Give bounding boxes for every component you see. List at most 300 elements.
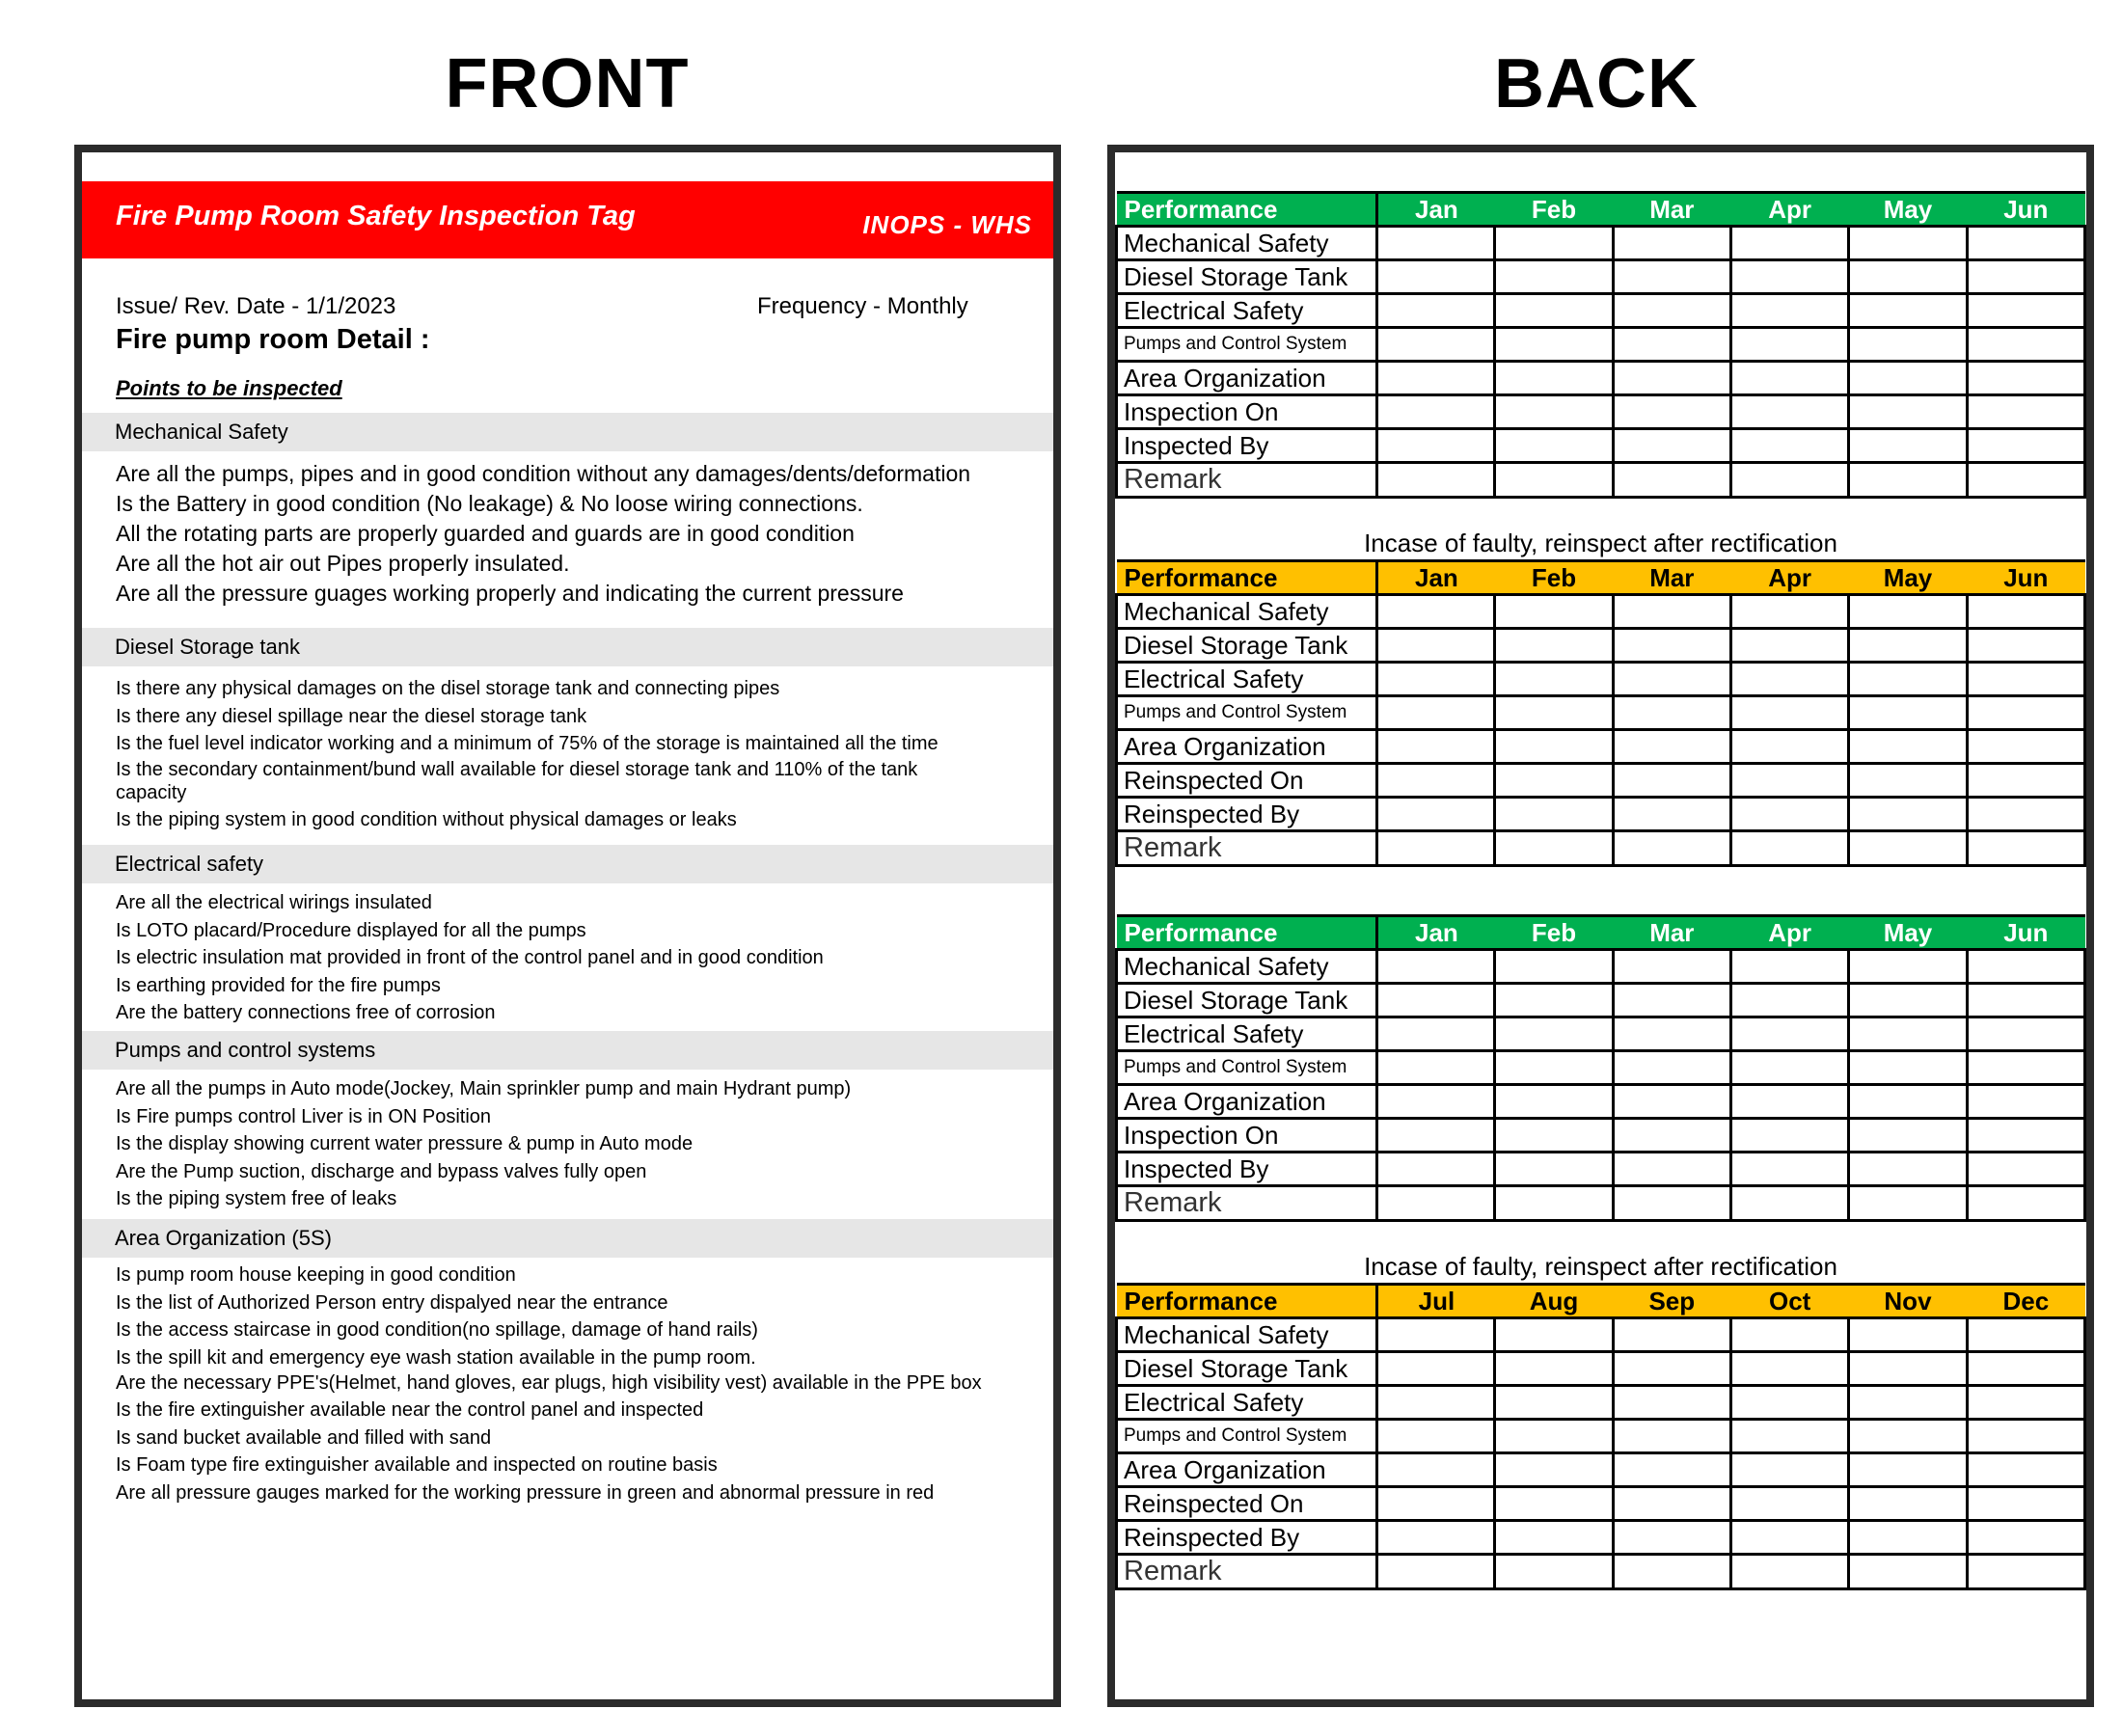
record-cell[interactable] (1613, 1017, 1730, 1051)
record-cell[interactable] (1495, 1318, 1613, 1352)
checklist-item: All the rotating parts are properly guarded and guards are in good condition (116, 521, 855, 546)
record-cell[interactable] (1377, 1420, 1495, 1453)
record-cell[interactable] (1377, 227, 1495, 260)
record-cell[interactable] (1730, 730, 1848, 764)
month-header: Oct (1730, 1285, 1848, 1318)
record-cell[interactable] (1849, 1119, 1967, 1153)
record-cell[interactable] (1849, 1555, 1967, 1589)
record-cell[interactable] (1377, 1487, 1495, 1521)
record-cell[interactable] (1967, 1420, 2084, 1453)
record-cell[interactable] (1967, 663, 2084, 696)
record-cell[interactable] (1849, 1453, 1967, 1487)
record-cell[interactable] (1377, 328, 1495, 362)
record-cell[interactable] (1613, 227, 1730, 260)
performance-header: Performance (1117, 561, 1377, 595)
record-cell[interactable] (1613, 1318, 1730, 1352)
record-cell[interactable] (1849, 1085, 1967, 1119)
record-cell[interactable] (1613, 798, 1730, 831)
record-cell[interactable] (1967, 764, 2084, 798)
record-cell[interactable] (1730, 1352, 1848, 1386)
record-cell[interactable] (1613, 663, 1730, 696)
row-label: Mechanical Safety (1117, 227, 1377, 260)
record-cell[interactable] (1730, 950, 1848, 984)
record-cell[interactable] (1377, 260, 1495, 294)
record-cell[interactable] (1495, 764, 1613, 798)
record-cell[interactable] (1849, 629, 1967, 663)
month-header: May (1849, 916, 1967, 950)
checklist-item: Is LOTO placard/Procedure displayed for all the pumps (116, 919, 586, 941)
table-row (1117, 950, 2085, 984)
section-header: Area Organization (5S) (82, 1219, 1053, 1258)
month-header: Jun (1967, 193, 2084, 227)
record-cell[interactable] (1967, 1186, 2084, 1221)
record-cell[interactable] (1967, 227, 2084, 260)
checklist-item: Is there any diesel spillage near the diesel storage tank (116, 705, 587, 727)
record-cell[interactable] (1849, 1420, 1967, 1453)
record-cell[interactable] (1730, 984, 1848, 1017)
record-cell[interactable] (1849, 696, 1967, 730)
record-cell[interactable] (1967, 429, 2084, 463)
record-cell[interactable] (1730, 831, 1848, 866)
record-cell[interactable] (1967, 1487, 2084, 1521)
record-cell[interactable] (1849, 1017, 1967, 1051)
table-row (1117, 463, 2085, 498)
section-header: Diesel Storage tank (82, 628, 1053, 666)
record-cell[interactable] (1495, 362, 1613, 395)
row-label: Diesel Storage Tank (1117, 1352, 1377, 1386)
record-cell[interactable] (1613, 950, 1730, 984)
record-cell[interactable] (1613, 1386, 1730, 1420)
record-cell[interactable] (1377, 362, 1495, 395)
row-label: Electrical Safety (1117, 1017, 1377, 1051)
inspection-record-table (1115, 191, 2086, 499)
faulty-reinspect-note: Incase of faulty, reinspect after rectification (1364, 1252, 1837, 1281)
table-row (1117, 984, 2085, 1017)
record-cell[interactable] (1967, 328, 2084, 362)
checklist-item: Is electric insulation mat provided in front of the control panel and in good condition (116, 947, 824, 968)
checklist-item: Are the battery connections free of corrosion (116, 1002, 496, 1023)
checklist-item: Is Fire pumps control Liver is in ON Position (116, 1105, 492, 1127)
month-header: Jul (1377, 1285, 1495, 1318)
record-cell[interactable] (1377, 1555, 1495, 1589)
month-header: Feb (1495, 561, 1613, 595)
table-header-row (1117, 916, 2085, 950)
checklist-item: Is the spill kit and emergency eye wash station available in the pump room. (116, 1346, 756, 1369)
record-cell[interactable] (1495, 1119, 1613, 1153)
record-cell[interactable] (1849, 1051, 1967, 1085)
record-cell[interactable] (1377, 984, 1495, 1017)
record-cell[interactable] (1495, 730, 1613, 764)
month-header: May (1849, 193, 1967, 227)
record-cell[interactable] (1495, 950, 1613, 984)
table-row (1117, 663, 2085, 696)
record-cell[interactable] (1730, 362, 1848, 395)
record-cell[interactable] (1613, 1051, 1730, 1085)
record-cell[interactable] (1495, 1555, 1613, 1589)
record-cell[interactable] (1849, 730, 1967, 764)
row-label: Inspected By (1117, 1153, 1377, 1186)
row-label: Diesel Storage Tank (1117, 260, 1377, 294)
section-pumps-and-control-systems (82, 1031, 1053, 1213)
record-cell[interactable] (1967, 1318, 2084, 1352)
record-cell[interactable] (1495, 1521, 1613, 1555)
table-row (1117, 1521, 2085, 1555)
record-cell[interactable] (1849, 984, 1967, 1017)
record-cell[interactable] (1377, 463, 1495, 498)
checklist-item: Is the piping system in good condition without physical damages or leaks (116, 808, 737, 830)
record-cell[interactable] (1495, 696, 1613, 730)
section-mechanical-safety (82, 413, 1053, 609)
month-header: Mar (1613, 561, 1730, 595)
record-cell[interactable] (1495, 1017, 1613, 1051)
row-label: Reinspected On (1117, 1487, 1377, 1521)
row-label: Reinspected By (1117, 1521, 1377, 1555)
row-label: Inspection On (1117, 1119, 1377, 1153)
record-cell[interactable] (1613, 1153, 1730, 1186)
row-label: Pumps and Control System (1117, 1051, 1377, 1085)
record-cell[interactable] (1495, 294, 1613, 328)
record-cell[interactable] (1849, 1153, 1967, 1186)
record-cell[interactable] (1849, 950, 1967, 984)
record-cell[interactable] (1967, 294, 2084, 328)
record-cell[interactable] (1613, 1487, 1730, 1521)
record-cell[interactable] (1849, 328, 1967, 362)
row-label: Remark (1117, 1186, 1377, 1221)
record-cell[interactable] (1730, 1453, 1848, 1487)
record-cell[interactable] (1377, 429, 1495, 463)
record-cell[interactable] (1849, 1318, 1967, 1352)
record-cell[interactable] (1967, 831, 2084, 866)
month-header: Jan (1377, 916, 1495, 950)
record-cell[interactable] (1849, 1386, 1967, 1420)
record-cell[interactable] (1730, 764, 1848, 798)
record-cell[interactable] (1377, 1318, 1495, 1352)
record-cell[interactable] (1495, 629, 1613, 663)
month-header: Sep (1613, 1285, 1730, 1318)
record-cell[interactable] (1495, 984, 1613, 1017)
table-row (1117, 227, 2085, 260)
record-cell[interactable] (1377, 1352, 1495, 1386)
record-cell[interactable] (1730, 328, 1848, 362)
record-cell[interactable] (1849, 595, 1967, 629)
record-cell[interactable] (1967, 1017, 2084, 1051)
record-cell[interactable] (1730, 227, 1848, 260)
front-heading: FRONT (445, 45, 690, 122)
month-header: Feb (1495, 916, 1613, 950)
record-cell[interactable] (1967, 1153, 2084, 1186)
record-cell[interactable] (1967, 595, 2084, 629)
checklist-item: Is sand bucket available and filled with sand (116, 1426, 492, 1449)
record-cell[interactable] (1377, 1386, 1495, 1420)
record-cell[interactable] (1730, 663, 1848, 696)
record-cell[interactable] (1495, 1487, 1613, 1521)
record-cell[interactable] (1495, 429, 1613, 463)
table-row (1117, 764, 2085, 798)
record-cell[interactable] (1377, 595, 1495, 629)
record-cell[interactable] (1495, 1051, 1613, 1085)
record-cell[interactable] (1613, 294, 1730, 328)
record-cell[interactable] (1967, 1386, 2084, 1420)
record-cell[interactable] (1613, 1186, 1730, 1221)
record-cell[interactable] (1495, 1085, 1613, 1119)
checklist-item: Is earthing provided for the fire pumps (116, 974, 441, 996)
checklist-item: Is there any physical damages on the disel storage tank and connecting pipes (116, 678, 780, 699)
month-header: Apr (1730, 193, 1848, 227)
record-cell[interactable] (1849, 764, 1967, 798)
record-cell[interactable] (1730, 260, 1848, 294)
row-label: Area Organization (1117, 730, 1377, 764)
row-label: Remark (1117, 1555, 1377, 1589)
checklist-item: Is the display showing current water pressure & pump in Auto mode (116, 1133, 694, 1154)
record-cell[interactable] (1730, 1186, 1848, 1221)
record-cell[interactable] (1849, 663, 1967, 696)
record-cell[interactable] (1495, 663, 1613, 696)
record-cell[interactable] (1967, 395, 2084, 429)
record-cell[interactable] (1967, 1453, 2084, 1487)
record-cell[interactable] (1613, 1352, 1730, 1386)
record-cell[interactable] (1495, 798, 1613, 831)
record-cell[interactable] (1613, 1119, 1730, 1153)
record-cell[interactable] (1967, 362, 2084, 395)
record-cell[interactable] (1730, 1318, 1848, 1352)
record-cell[interactable] (1377, 831, 1495, 866)
record-cell[interactable] (1495, 395, 1613, 429)
record-cell[interactable] (1849, 227, 1967, 260)
record-cell[interactable] (1849, 260, 1967, 294)
record-cell[interactable] (1613, 1521, 1730, 1555)
table-row (1117, 730, 2085, 764)
record-cell[interactable] (1967, 798, 2084, 831)
row-label: Area Organization (1117, 362, 1377, 395)
table-row (1117, 1186, 2085, 1221)
record-cell[interactable] (1613, 984, 1730, 1017)
record-cell[interactable] (1730, 1420, 1848, 1453)
row-label: Remark (1117, 831, 1377, 866)
record-cell[interactable] (1495, 463, 1613, 498)
record-cell[interactable] (1495, 1420, 1613, 1453)
section-electrical-safety (82, 845, 1053, 1027)
record-cell[interactable] (1495, 1186, 1613, 1221)
record-cell[interactable] (1613, 463, 1730, 498)
table-row (1117, 798, 2085, 831)
record-cell[interactable] (1849, 463, 1967, 498)
row-label: Pumps and Control System (1117, 1420, 1377, 1453)
record-cell[interactable] (1613, 595, 1730, 629)
back-tag-panel (1107, 145, 2094, 1707)
record-cell[interactable] (1967, 696, 2084, 730)
record-cell[interactable] (1849, 1352, 1967, 1386)
record-cell[interactable] (1849, 831, 1967, 866)
record-cell[interactable] (1377, 950, 1495, 984)
record-cell[interactable] (1730, 629, 1848, 663)
record-cell[interactable] (1730, 595, 1848, 629)
record-cell[interactable] (1967, 730, 2084, 764)
record-cell[interactable] (1967, 1555, 2084, 1589)
table-row (1117, 1453, 2085, 1487)
record-cell[interactable] (1495, 595, 1613, 629)
record-cell[interactable] (1730, 1521, 1848, 1555)
record-cell[interactable] (1849, 1521, 1967, 1555)
table-row (1117, 1555, 2085, 1589)
record-cell[interactable] (1613, 1453, 1730, 1487)
record-cell[interactable] (1967, 1051, 2084, 1085)
checklist-item: Is the secondary containment/bund wall available for diesel storage tank and 110% of the tank capacity (116, 758, 918, 803)
row-label: Electrical Safety (1117, 1386, 1377, 1420)
record-cell[interactable] (1377, 1153, 1495, 1186)
record-cell[interactable] (1613, 629, 1730, 663)
record-cell[interactable] (1613, 362, 1730, 395)
table-row (1117, 1153, 2085, 1186)
record-cell[interactable] (1730, 1085, 1848, 1119)
record-cell[interactable] (1730, 1386, 1848, 1420)
checklist-item: Are the Pump suction, discharge and bypass valves fully open (116, 1160, 647, 1182)
record-cell[interactable] (1730, 463, 1848, 498)
inspection-frequency: Frequency - Monthly (757, 293, 968, 319)
record-cell[interactable] (1849, 1487, 1967, 1521)
row-label: Area Organization (1117, 1453, 1377, 1487)
record-cell[interactable] (1377, 1521, 1495, 1555)
record-cell[interactable] (1377, 1186, 1495, 1221)
performance-header: Performance (1117, 193, 1377, 227)
record-cell[interactable] (1613, 1555, 1730, 1589)
section-area-organization (82, 1219, 1053, 1506)
row-label: Mechanical Safety (1117, 950, 1377, 984)
month-header: Jun (1967, 561, 2084, 595)
record-cell[interactable] (1849, 294, 1967, 328)
record-cell[interactable] (1730, 294, 1848, 328)
record-cell[interactable] (1377, 663, 1495, 696)
record-cell[interactable] (1495, 1153, 1613, 1186)
record-cell[interactable] (1613, 764, 1730, 798)
checklist-item: Is the fire extinguisher available near the control panel and inspected (116, 1399, 704, 1421)
record-cell[interactable] (1730, 1017, 1848, 1051)
record-cell[interactable] (1730, 1555, 1848, 1589)
record-cell[interactable] (1495, 260, 1613, 294)
record-cell[interactable] (1377, 1017, 1495, 1051)
record-cell[interactable] (1613, 696, 1730, 730)
record-cell[interactable] (1495, 1352, 1613, 1386)
record-cell[interactable] (1967, 1119, 2084, 1153)
table-row (1117, 629, 2085, 663)
table-row (1117, 1386, 2085, 1420)
section-header: Electrical safety (82, 845, 1053, 883)
tag-title: Fire Pump Room Safety Inspection Tag (116, 201, 636, 231)
record-cell[interactable] (1495, 328, 1613, 362)
record-cell[interactable] (1730, 395, 1848, 429)
record-cell[interactable] (1495, 1453, 1613, 1487)
checklist-item: Is the Battery in good condition (No leakage) & No loose wiring connections. (116, 491, 863, 516)
table-header-row (1117, 1285, 2085, 1318)
table-row (1117, 696, 2085, 730)
record-cell[interactable] (1849, 1186, 1967, 1221)
record-cell[interactable] (1495, 1386, 1613, 1420)
table-row (1117, 1352, 2085, 1386)
record-cell[interactable] (1613, 429, 1730, 463)
row-label: Diesel Storage Tank (1117, 629, 1377, 663)
checklist-item: Is the piping system free of leaks (116, 1188, 397, 1209)
record-cell[interactable] (1967, 629, 2084, 663)
fire-pump-room-detail-label: Fire pump room Detail : (116, 324, 430, 355)
record-cell[interactable] (1377, 764, 1495, 798)
month-header: Mar (1613, 193, 1730, 227)
inspection-record-table (1115, 914, 2086, 1222)
record-cell[interactable] (1967, 984, 2084, 1017)
performance-header: Performance (1117, 916, 1377, 950)
record-cell[interactable] (1377, 1119, 1495, 1153)
record-cell[interactable] (1849, 798, 1967, 831)
record-cell[interactable] (1967, 950, 2084, 984)
checklist-item: Is Foam type fire extinguisher available and inspected on routine basis (116, 1454, 718, 1476)
record-cell[interactable] (1967, 1085, 2084, 1119)
record-cell[interactable] (1849, 395, 1967, 429)
record-cell[interactable] (1377, 629, 1495, 663)
back-heading: BACK (1494, 45, 1699, 122)
record-cell[interactable] (1730, 429, 1848, 463)
table-row (1117, 595, 2085, 629)
record-cell[interactable] (1730, 1119, 1848, 1153)
month-header: Jan (1377, 193, 1495, 227)
row-label: Reinspected By (1117, 798, 1377, 831)
record-cell[interactable] (1730, 798, 1848, 831)
record-cell[interactable] (1377, 294, 1495, 328)
record-cell[interactable] (1377, 1085, 1495, 1119)
record-cell[interactable] (1613, 395, 1730, 429)
table-row (1117, 1487, 2085, 1521)
checklist-item: Are all the electrical wirings insulated (116, 892, 432, 913)
table-row (1117, 395, 2085, 429)
record-cell[interactable] (1495, 831, 1613, 866)
checklist-item: Is the access staircase in good condition(no spillage, damage of hand rails) (116, 1319, 758, 1341)
record-cell[interactable] (1849, 362, 1967, 395)
record-cell[interactable] (1967, 1352, 2084, 1386)
faulty-reinspect-note: Incase of faulty, reinspect after rectification (1364, 529, 1837, 557)
record-cell[interactable] (1730, 1051, 1848, 1085)
record-cell[interactable] (1967, 1521, 2084, 1555)
month-header: Apr (1730, 561, 1848, 595)
record-cell[interactable] (1495, 227, 1613, 260)
tag-organization: INOPS - WHS (862, 210, 1032, 239)
record-cell[interactable] (1613, 1085, 1730, 1119)
record-cell[interactable] (1849, 429, 1967, 463)
issue-rev-date: Issue/ Rev. Date - 1/1/2023 (116, 293, 396, 319)
row-label: Mechanical Safety (1117, 595, 1377, 629)
month-header: Aug (1495, 1285, 1613, 1318)
record-cell[interactable] (1613, 831, 1730, 866)
record-cell[interactable] (1613, 730, 1730, 764)
inspection-record-table (1115, 1283, 2086, 1590)
table-row (1117, 1420, 2085, 1453)
record-cell[interactable] (1967, 260, 2084, 294)
table-row (1117, 294, 2085, 328)
record-cell[interactable] (1613, 260, 1730, 294)
record-cell[interactable] (1730, 696, 1848, 730)
record-cell[interactable] (1730, 1153, 1848, 1186)
record-cell[interactable] (1967, 463, 2084, 498)
record-cell[interactable] (1377, 730, 1495, 764)
record-cell[interactable] (1377, 1051, 1495, 1085)
table-header-row (1117, 561, 2085, 595)
front-tag-panel (74, 145, 1061, 1707)
record-cell[interactable] (1377, 696, 1495, 730)
record-cell[interactable] (1613, 328, 1730, 362)
record-cell[interactable] (1377, 1453, 1495, 1487)
record-cell[interactable] (1377, 798, 1495, 831)
table-row (1117, 1017, 2085, 1051)
record-cell[interactable] (1730, 1487, 1848, 1521)
record-cell[interactable] (1377, 395, 1495, 429)
row-label: Diesel Storage Tank (1117, 984, 1377, 1017)
record-cell[interactable] (1613, 1420, 1730, 1453)
